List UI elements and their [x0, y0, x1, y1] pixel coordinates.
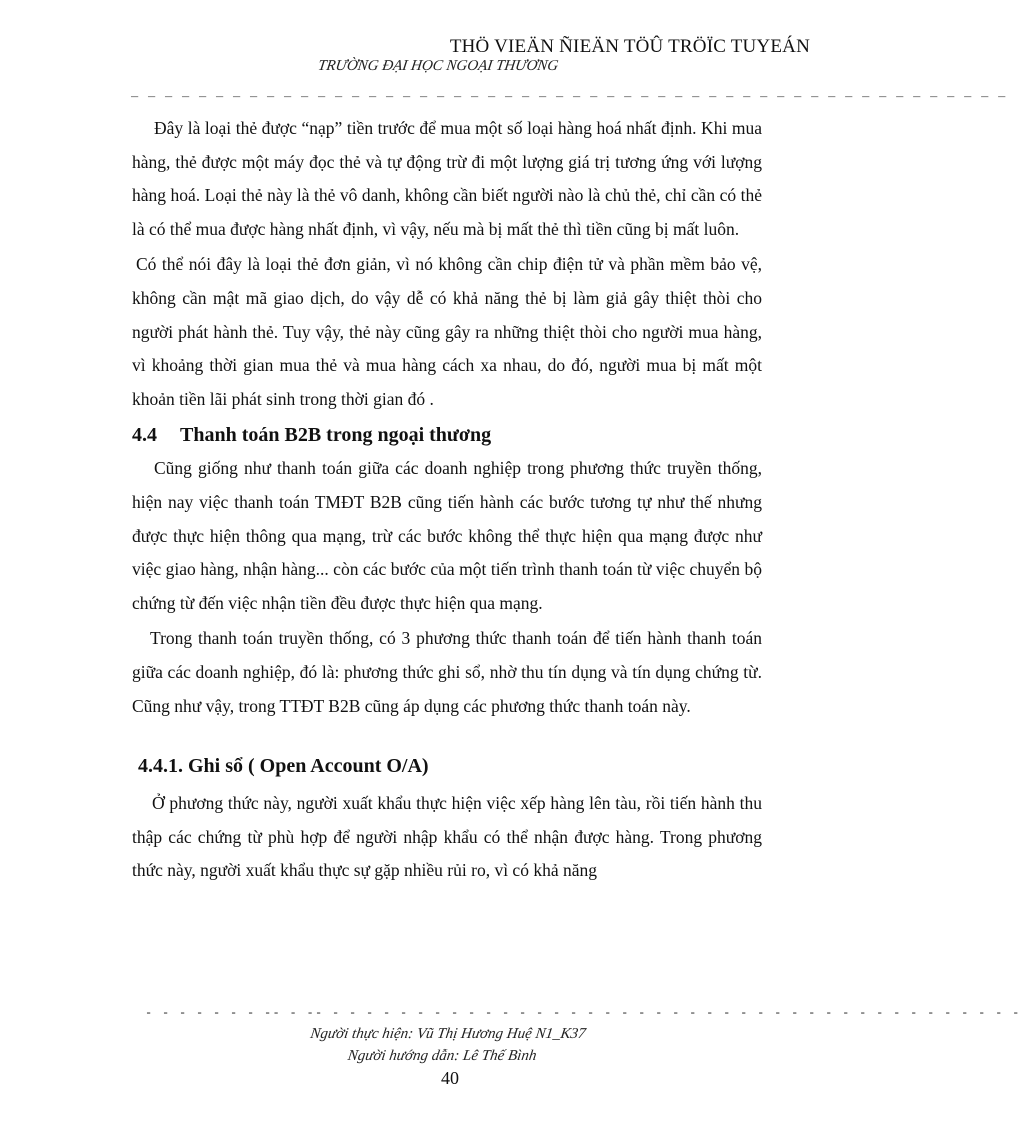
section-title: Thanh toán B2B trong ngoại thương [180, 424, 492, 447]
author-line: Người thực hiện: Vũ Thị Hương Huệ N1_K37 [309, 1026, 587, 1042]
section-number: 4.4 [132, 424, 157, 447]
subsection-heading: 4.4.1. Ghi sổ ( Open Account O/A) [138, 755, 429, 778]
advisor-line: Người hướng dẫn: Lê Thế Bình [346, 1048, 538, 1064]
footer-divider: - - - - - - - -- - -- - - - - - - - - - - - - - - - - - - - - - - - - - - - - - - - - - - - - - - - - - [145, 1006, 1021, 1020]
paragraph: Đây là loại thẻ được “nạp” tiền trước để mua một số loại hàng hoá nhất định. Khi mua hàng, thẻ được một máy đọc thẻ và tự động trừ đi một lượng giá trị tương ứng với lượng hàng hoá. Loại thẻ này là thẻ vô danh, không cần biết người nào là chủ thẻ, chỉ cần có thẻ là có thể mua được hàng nhất định, vì vậy, nếu mà bị mất thẻ thì tiền cũng bị mất luôn. [132, 118, 762, 239]
page-content [132, 112, 762, 888]
paragraph: Trong thanh toán truyền thống, có 3 phương thức thanh toán để tiến hành thanh toán giữa các doanh nghiệp, đó là: phương thức ghi sổ, nhờ thu tín dụng và tín dụng chứng từ. Cũng như vậy, trong TTĐT B2B cũng áp dụng các phương thức thanh toán này. [132, 628, 762, 716]
page-number: 40 [441, 1068, 459, 1088]
paragraph: Có thể nói đây là loại thẻ đơn giản, vì nó không cần chip điện tử và phần mềm bảo vệ, không cần mật mã giao dịch, do vậy dễ có khả năng thẻ bị làm giả gây thiệt thòi cho người phát hành thẻ. Tuy vậy, thẻ này cũng gây ra những thiệt thòi cho người mua hàng, vì khoảng thời gian mua thẻ và mua hàng cách xa nhau, do đó, người mua bị mất một khoản tiền lãi phát sinh trong thời gian đó . [132, 254, 762, 409]
section-heading [132, 422, 762, 448]
school-name: TRƯỜNG ĐẠI HỌC NGOẠI THƯƠNG [316, 58, 560, 74]
library-header-title: THÖ VIEÄN ÑIEÄN TÖÛ TRÖÏC TUYEÁN [449, 36, 810, 57]
header-divider: _ _ _ _ _ _ _ _ _ _ _ _ _ _ _ _ _ _ _ _ _ _ _ _ _ _ _ _ _ _ _ _ _ _ _ _ _ _ _ _ _ _ _ _ _ _ _ _ _ _ _ _ [131, 86, 1007, 100]
paragraph: Cũng giống như thanh toán giữa các doanh nghiệp trong phương thức truyền thống, hiện nay việc thanh toán TMĐT B2B cũng tiến hành các bước tương tự như thế nhưng được thực hiện thông qua mạng, trừ các bước không thể thực hiện qua mạng được như việc giao hàng, nhận hàng... còn các bước của một tiến trình thanh toán từ việc chuyển bộ chứng từ đến việc nhận tiền đều được thực hiện qua mạng. [132, 458, 762, 613]
paragraph: Ở phương thức này, người xuất khẩu thực hiện việc xếp hàng lên tàu, rồi tiến hành thu thập các chứng từ phù hợp để người nhập khẩu có thể nhận được hàng. Trong phương thức này, người xuất khẩu thực sự gặp nhiều rủi ro, vì có khả năng [132, 793, 762, 881]
